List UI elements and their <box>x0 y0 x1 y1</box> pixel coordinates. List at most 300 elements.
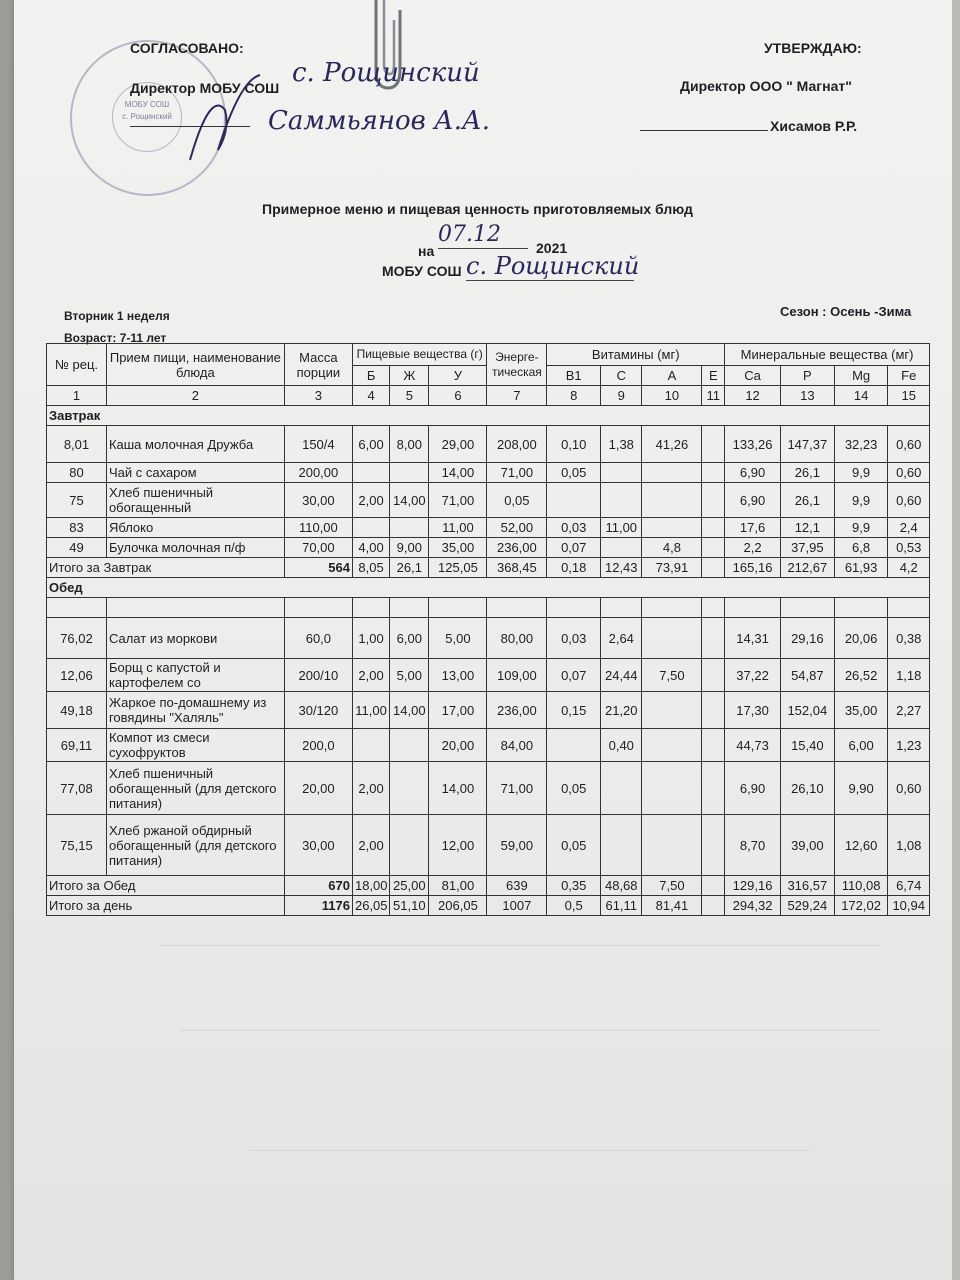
total-b1: 0,18 <box>547 558 601 578</box>
cell-ca: 44,73 <box>725 729 781 762</box>
cell-a <box>642 762 702 815</box>
total-label: Итого за день <box>47 896 285 916</box>
cell-n: 76,02 <box>47 618 107 659</box>
total-a: 73,91 <box>642 558 702 578</box>
col-header-name: Прием пищи, наименование блюда <box>106 344 284 386</box>
table-cell <box>642 598 702 618</box>
section-header: Завтрак <box>47 406 930 426</box>
cell-mass: 70,00 <box>284 538 352 558</box>
cell-ca: 6,90 <box>725 483 781 518</box>
total-row <box>47 558 930 578</box>
cell-a <box>642 729 702 762</box>
col-header-minerals: Минеральные вещества (мг) <box>725 344 930 366</box>
cell-e <box>702 483 725 518</box>
cell-e <box>702 426 725 463</box>
table-cell <box>47 598 107 618</box>
cell-b1: 0,03 <box>547 618 601 659</box>
cell-mass: 20,00 <box>284 762 352 815</box>
table-cell <box>390 598 429 618</box>
approve-role: Директор ООО " Магнат" <box>680 78 852 94</box>
dish-name: Хлеб пшеничный обогащенный <box>106 483 284 518</box>
approved-title: СОГЛАСОВАНО: <box>130 40 244 56</box>
cell-en: 109,00 <box>487 659 547 692</box>
dish-name: Борщ с капустой и картофелем со <box>106 659 284 692</box>
cell-fe: 1,08 <box>888 815 930 876</box>
cell-mass: 60,0 <box>284 618 352 659</box>
cell-u: 12,00 <box>429 815 487 876</box>
table-row <box>47 618 930 659</box>
season-label: Сезон : Осень -Зима <box>780 304 912 319</box>
total-ca: 129,16 <box>725 876 781 896</box>
handwritten-signature: Саммьянов А.А. <box>268 106 490 136</box>
cell-c <box>601 762 642 815</box>
cell-b: 4,00 <box>352 538 389 558</box>
cell-b: 2,00 <box>352 815 389 876</box>
cell-b1: 0,05 <box>547 463 601 483</box>
cell-fe: 0,53 <box>888 538 930 558</box>
total-ca: 294,32 <box>725 896 781 916</box>
cell-mg: 9,90 <box>834 762 888 815</box>
cell-b1: 0,07 <box>547 538 601 558</box>
col-index: 5 <box>390 386 429 406</box>
cell-e <box>702 692 725 729</box>
total-e <box>702 876 725 896</box>
cell-p: 12,1 <box>780 518 834 538</box>
table-cell <box>429 598 487 618</box>
total-en: 639 <box>487 876 547 896</box>
cell-ca: 6,90 <box>725 762 781 815</box>
background-edge <box>0 0 14 1280</box>
cell-a: 41,26 <box>642 426 702 463</box>
cell-mg: 9,9 <box>834 483 888 518</box>
total-ca: 165,16 <box>725 558 781 578</box>
cell-b1: 0,10 <box>547 426 601 463</box>
cell-en: 0,05 <box>487 483 547 518</box>
section-header: Обед <box>47 578 930 598</box>
col-subheader: Ca <box>725 366 781 386</box>
total-p: 212,67 <box>780 558 834 578</box>
total-p: 529,24 <box>780 896 834 916</box>
total-e <box>702 558 725 578</box>
cell-ca: 8,70 <box>725 815 781 876</box>
cell-p: 26,1 <box>780 483 834 518</box>
cell-ca: 2,2 <box>725 538 781 558</box>
col-index: 14 <box>834 386 888 406</box>
bleed-through-line <box>160 945 880 946</box>
cell-zh: 5,00 <box>390 659 429 692</box>
cell-b <box>352 729 389 762</box>
table-cell <box>106 598 284 618</box>
cell-p: 152,04 <box>780 692 834 729</box>
date-prefix: на <box>418 243 435 259</box>
total-u: 125,05 <box>429 558 487 578</box>
cell-c <box>601 815 642 876</box>
cell-ca: 133,26 <box>725 426 781 463</box>
cell-b: 6,00 <box>352 426 389 463</box>
handwritten-date: 07.12 <box>438 222 501 247</box>
table-cell <box>601 598 642 618</box>
cell-a <box>642 463 702 483</box>
cell-en: 59,00 <box>487 815 547 876</box>
cell-mg: 35,00 <box>834 692 888 729</box>
handwritten-school: с. Рощинский <box>466 252 640 280</box>
col-header-mass: Масса порции <box>284 344 352 386</box>
cell-c: 24,44 <box>601 659 642 692</box>
total-mass: 670 <box>284 876 352 896</box>
cell-mass: 110,00 <box>284 518 352 538</box>
total-c: 48,68 <box>601 876 642 896</box>
cell-b: 2,00 <box>352 659 389 692</box>
cell-b <box>352 463 389 483</box>
cell-c: 11,00 <box>601 518 642 538</box>
cell-a <box>642 483 702 518</box>
col-index: 6 <box>429 386 487 406</box>
dish-name: Чай с сахаром <box>106 463 284 483</box>
total-p: 316,57 <box>780 876 834 896</box>
cell-c: 21,20 <box>601 692 642 729</box>
total-mass: 564 <box>284 558 352 578</box>
cell-b: 11,00 <box>352 692 389 729</box>
table-row <box>47 659 930 692</box>
cell-p: 29,16 <box>780 618 834 659</box>
approve-title: УТВЕРЖДАЮ: <box>764 40 862 56</box>
day-label: Вторник 1 неделя <box>64 309 170 323</box>
cell-u: 71,00 <box>429 483 487 518</box>
cell-mg: 6,00 <box>834 729 888 762</box>
cell-fe: 2,27 <box>888 692 930 729</box>
cell-mass: 200,00 <box>284 463 352 483</box>
cell-c: 1,38 <box>601 426 642 463</box>
table-row <box>47 463 930 483</box>
cell-mg: 9,9 <box>834 463 888 483</box>
col-header-num: № рец. <box>47 344 107 386</box>
cell-ca: 37,22 <box>725 659 781 692</box>
col-subheader: Б <box>352 366 389 386</box>
col-index: 10 <box>642 386 702 406</box>
col-index: 13 <box>780 386 834 406</box>
cell-mass: 30/120 <box>284 692 352 729</box>
signature-scribble <box>180 70 270 170</box>
total-mg: 110,08 <box>834 876 888 896</box>
total-label: Итого за Завтрак <box>47 558 285 578</box>
cell-mass: 150/4 <box>284 426 352 463</box>
cell-c <box>601 463 642 483</box>
total-row <box>47 876 930 896</box>
cell-e <box>702 463 725 483</box>
total-zh: 26,1 <box>390 558 429 578</box>
cell-en: 236,00 <box>487 692 547 729</box>
total-u: 81,00 <box>429 876 487 896</box>
dish-name: Салат из моркови <box>106 618 284 659</box>
col-index: 4 <box>352 386 389 406</box>
cell-e <box>702 538 725 558</box>
document-title: Примерное меню и пищевая ценность приготовляемых блюд <box>262 201 693 217</box>
total-c: 12,43 <box>601 558 642 578</box>
table-cell <box>352 598 389 618</box>
cell-n: 69,11 <box>47 729 107 762</box>
total-label: Итого за Обед <box>47 876 285 896</box>
year: 2021 <box>536 240 568 256</box>
total-a: 81,41 <box>642 896 702 916</box>
col-subheader: Е <box>702 366 725 386</box>
table-row <box>47 692 930 729</box>
dish-name: Яблоко <box>106 518 284 538</box>
cell-fe: 1,23 <box>888 729 930 762</box>
cell-u: 14,00 <box>429 762 487 815</box>
cell-mg: 6,8 <box>834 538 888 558</box>
cell-n: 49 <box>47 538 107 558</box>
cell-p: 15,40 <box>780 729 834 762</box>
table-row <box>47 518 930 538</box>
cell-b1: 0,15 <box>547 692 601 729</box>
table-cell <box>780 598 834 618</box>
cell-ca: 17,6 <box>725 518 781 538</box>
cell-en: 84,00 <box>487 729 547 762</box>
cell-zh: 9,00 <box>390 538 429 558</box>
cell-c: 0,40 <box>601 729 642 762</box>
cell-fe: 0,60 <box>888 463 930 483</box>
total-mass: 1176 <box>284 896 352 916</box>
total-u: 206,05 <box>429 896 487 916</box>
approved-role: Директор МОБУ СОШ <box>130 80 280 96</box>
cell-e <box>702 762 725 815</box>
cell-fe: 2,4 <box>888 518 930 538</box>
school-prefix: МОБУ СОШ <box>382 263 462 279</box>
col-index: 2 <box>106 386 284 406</box>
cell-u: 14,00 <box>429 463 487 483</box>
cell-b <box>352 518 389 538</box>
cell-b: 1,00 <box>352 618 389 659</box>
cell-e <box>702 729 725 762</box>
cell-en: 208,00 <box>487 426 547 463</box>
cell-n: 12,06 <box>47 659 107 692</box>
cell-n: 8,01 <box>47 426 107 463</box>
cell-mg: 32,23 <box>834 426 888 463</box>
dish-name: Компот из смеси сухофруктов <box>106 729 284 762</box>
cell-b1 <box>547 729 601 762</box>
table-cell <box>284 598 352 618</box>
cell-c <box>601 483 642 518</box>
col-subheader: С <box>601 366 642 386</box>
table-row <box>47 762 930 815</box>
col-index: 12 <box>725 386 781 406</box>
table-row <box>47 815 930 876</box>
total-b: 26,05 <box>352 896 389 916</box>
cell-a <box>642 618 702 659</box>
cell-b1: 0,05 <box>547 815 601 876</box>
cell-mass: 30,00 <box>284 483 352 518</box>
cell-b: 2,00 <box>352 483 389 518</box>
age-label: Возраст: 7-11 лет <box>64 331 167 345</box>
table-row <box>47 538 930 558</box>
cell-en: 236,00 <box>487 538 547 558</box>
cell-en: 71,00 <box>487 762 547 815</box>
cell-n: 49,18 <box>47 692 107 729</box>
cell-n: 80 <box>47 463 107 483</box>
cell-mg: 20,06 <box>834 618 888 659</box>
col-index: 8 <box>547 386 601 406</box>
cell-e <box>702 518 725 538</box>
dish-name: Хлеб ржаной обдирный обогащенный (для детского питания) <box>106 815 284 876</box>
cell-zh: 14,00 <box>390 692 429 729</box>
dish-name: Хлеб пшеничный обогащенный (для детского питания) <box>106 762 284 815</box>
cell-e <box>702 618 725 659</box>
cell-b1: 0,07 <box>547 659 601 692</box>
cell-zh <box>390 762 429 815</box>
cell-n: 75,15 <box>47 815 107 876</box>
cell-en: 80,00 <box>487 618 547 659</box>
col-header-energy: Энерге-тическая <box>487 344 547 386</box>
cell-n: 75 <box>47 483 107 518</box>
cell-ca: 17,30 <box>725 692 781 729</box>
total-fe: 4,2 <box>888 558 930 578</box>
cell-fe: 0,60 <box>888 762 930 815</box>
dish-name: Каша молочная Дружба <box>106 426 284 463</box>
cell-u: 35,00 <box>429 538 487 558</box>
cell-mass: 200,0 <box>284 729 352 762</box>
cell-e <box>702 659 725 692</box>
cell-n: 83 <box>47 518 107 538</box>
cell-zh: 6,00 <box>390 618 429 659</box>
cell-a <box>642 518 702 538</box>
bleed-through-line <box>250 1150 810 1151</box>
cell-a: 7,50 <box>642 659 702 692</box>
cell-mass: 200/10 <box>284 659 352 692</box>
cell-ca: 14,31 <box>725 618 781 659</box>
cell-e <box>702 815 725 876</box>
total-a: 7,50 <box>642 876 702 896</box>
col-index: 9 <box>601 386 642 406</box>
cell-a <box>642 692 702 729</box>
cell-p: 26,10 <box>780 762 834 815</box>
cell-zh <box>390 729 429 762</box>
total-e <box>702 896 725 916</box>
date-line <box>438 248 528 249</box>
total-zh: 51,10 <box>390 896 429 916</box>
cell-a <box>642 815 702 876</box>
cell-en: 52,00 <box>487 518 547 538</box>
col-subheader: Ж <box>390 366 429 386</box>
cell-b: 2,00 <box>352 762 389 815</box>
cell-u: 17,00 <box>429 692 487 729</box>
cell-zh <box>390 463 429 483</box>
col-subheader: Mg <box>834 366 888 386</box>
cell-mg: 26,52 <box>834 659 888 692</box>
cell-u: 11,00 <box>429 518 487 538</box>
total-row <box>47 896 930 916</box>
cell-p: 39,00 <box>780 815 834 876</box>
cell-u: 5,00 <box>429 618 487 659</box>
cell-b1 <box>547 483 601 518</box>
dish-name: Жаркое по-домашнему из говядины "Халяль" <box>106 692 284 729</box>
table-cell <box>725 598 781 618</box>
col-subheader: P <box>780 366 834 386</box>
cell-fe: 0,60 <box>888 426 930 463</box>
cell-b1: 0,05 <box>547 762 601 815</box>
cell-u: 13,00 <box>429 659 487 692</box>
cell-fe: 1,18 <box>888 659 930 692</box>
total-fe: 10,94 <box>888 896 930 916</box>
col-subheader: А <box>642 366 702 386</box>
col-subheader: Fe <box>888 366 930 386</box>
cell-zh: 14,00 <box>390 483 429 518</box>
total-fe: 6,74 <box>888 876 930 896</box>
cell-n: 77,08 <box>47 762 107 815</box>
menu-table <box>46 343 930 916</box>
cell-ca: 6,90 <box>725 463 781 483</box>
col-index: 3 <box>284 386 352 406</box>
cell-zh: 8,00 <box>390 426 429 463</box>
stamp-text-line2: с. Рощинский <box>122 112 172 121</box>
total-en: 368,45 <box>487 558 547 578</box>
col-subheader: В1 <box>547 366 601 386</box>
table-cell <box>547 598 601 618</box>
cell-u: 29,00 <box>429 426 487 463</box>
bleed-through-line <box>180 1030 880 1031</box>
table-cell <box>702 598 725 618</box>
cell-fe: 0,60 <box>888 483 930 518</box>
table-cell <box>487 598 547 618</box>
background-edge-right <box>952 0 960 1280</box>
col-header-vitamins: Витамины (мг) <box>547 344 725 366</box>
handwritten-place: с. Рощинский <box>292 58 480 88</box>
total-mg: 172,02 <box>834 896 888 916</box>
table-row-empty <box>47 598 930 618</box>
stamp-text-line1: МОБУ СОШ <box>124 100 170 109</box>
cell-mg: 12,60 <box>834 815 888 876</box>
total-b: 18,00 <box>352 876 389 896</box>
cell-a: 4,8 <box>642 538 702 558</box>
col-index: 1 <box>47 386 107 406</box>
cell-p: 26,1 <box>780 463 834 483</box>
approve-person: Хисамов Р.Р. <box>770 118 858 134</box>
school-line <box>466 280 634 281</box>
cell-mg: 9,9 <box>834 518 888 538</box>
cell-b1: 0,03 <box>547 518 601 538</box>
dish-name: Булочка молочная п/ф <box>106 538 284 558</box>
cell-fe: 0,38 <box>888 618 930 659</box>
table-row <box>47 426 930 463</box>
cell-zh <box>390 518 429 538</box>
total-en: 1007 <box>487 896 547 916</box>
col-index: 15 <box>888 386 930 406</box>
cell-p: 54,87 <box>780 659 834 692</box>
total-b: 8,05 <box>352 558 389 578</box>
col-index: 11 <box>702 386 725 406</box>
table-row <box>47 483 930 518</box>
cell-u: 20,00 <box>429 729 487 762</box>
total-b1: 0,5 <box>547 896 601 916</box>
total-c: 61,11 <box>601 896 642 916</box>
approve-signature-line <box>640 130 768 131</box>
cell-en: 71,00 <box>487 463 547 483</box>
cell-zh <box>390 815 429 876</box>
total-b1: 0,35 <box>547 876 601 896</box>
total-mg: 61,93 <box>834 558 888 578</box>
table-row <box>47 729 930 762</box>
col-header-nutrients: Пищевые вещества (г) <box>352 344 486 366</box>
table-cell <box>888 598 930 618</box>
table-cell <box>834 598 888 618</box>
cell-p: 37,95 <box>780 538 834 558</box>
total-zh: 25,00 <box>390 876 429 896</box>
cell-c: 2,64 <box>601 618 642 659</box>
cell-c <box>601 538 642 558</box>
col-index: 7 <box>487 386 547 406</box>
cell-p: 147,37 <box>780 426 834 463</box>
col-subheader: У <box>429 366 487 386</box>
cell-mass: 30,00 <box>284 815 352 876</box>
